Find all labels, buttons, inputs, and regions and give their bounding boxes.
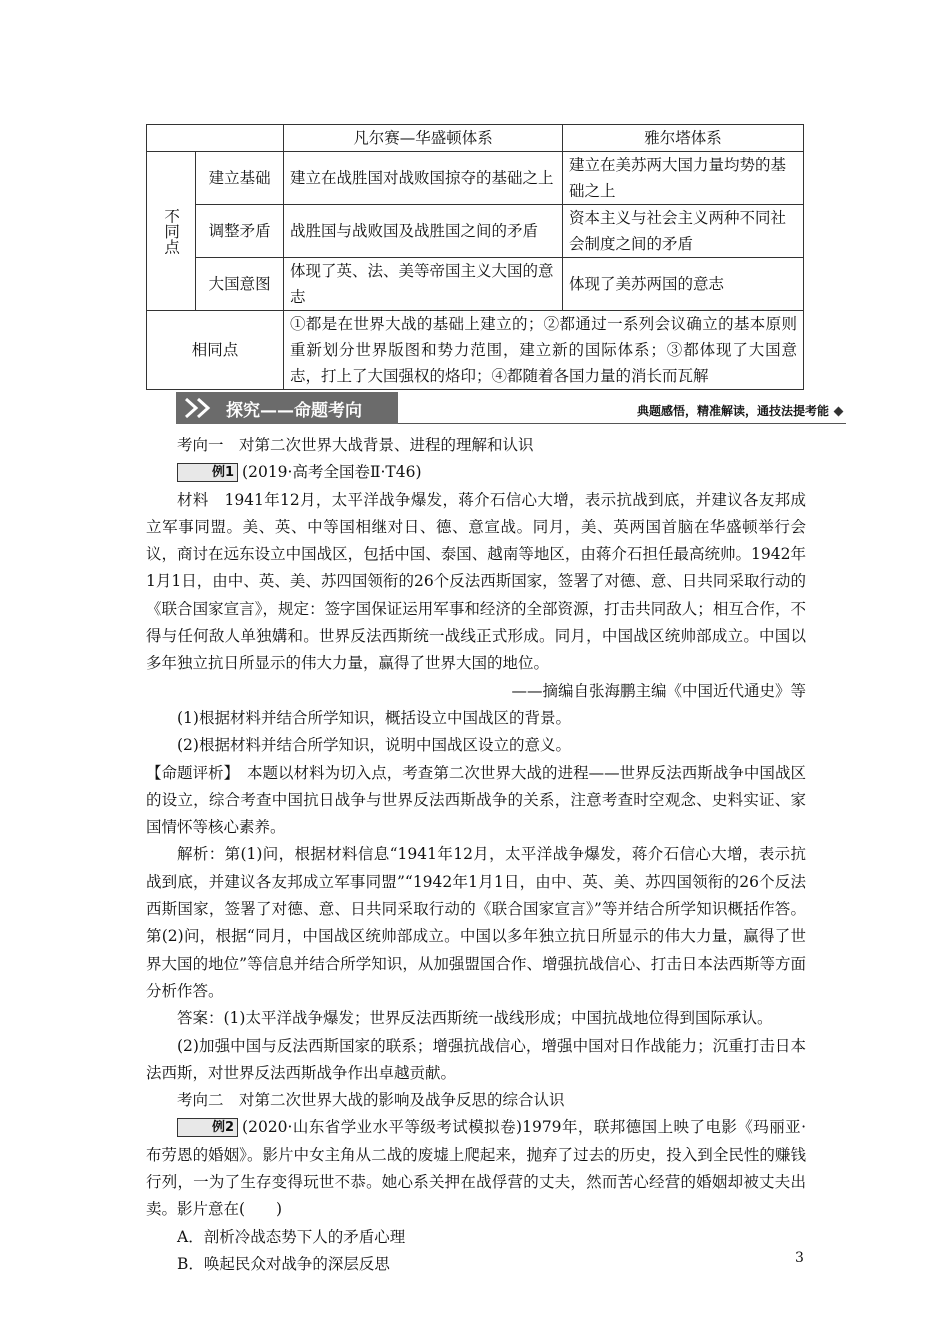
comparison-table <box>146 124 804 390</box>
banner-subtitle-text: 典题感悟，精准解读，通技法提考能 <box>636 404 829 418</box>
direction-two-heading: 考向二 对第二次世界大战的影响及战争反思的综合认识 <box>177 1091 565 1110</box>
option-b: B．唤起民众对战争的深层反思 <box>177 1254 390 1273</box>
banner-title: 探究——命题考向 <box>226 401 362 421</box>
table-corner-cell <box>147 125 284 152</box>
page-number: 3 <box>795 1250 804 1266</box>
header-versailles: 凡尔赛—华盛顿体系 <box>284 125 563 152</box>
analysis-text: 解析：第(1)问，根据材料信息“1941年12月，太平洋战争爆发，蒋介石信心大增，表示抗战到底，并建议各友邦成立军事同盟”“1942年1月1日，由中、英、美、苏四国领衔的26个反法西斯国家，签署了对德、意、日共同采取行动的《联合国家宣言》”等并结合所学知识概括作答。第(2)问，根据“同月，中国战区统帅部成立。中国以多年独立抗日所显示的伟大力量，赢得了世界大国的地位”等信息并结合所学知识，从加强盟国合作、增强抗战信心、打击日本法西斯等方面分析作答。 <box>146 845 806 1000</box>
question-two: (2)根据材料并结合所学知识，说明中国战区设立的意义。 <box>177 736 571 755</box>
table-row <box>147 205 804 258</box>
section-banner <box>176 392 398 424</box>
differences-label: 不同点 <box>147 152 196 311</box>
row-label: 调整矛盾 <box>196 205 284 258</box>
table-row <box>147 258 804 311</box>
similarities-text: ①都是在世界大战的基础上建立的；②都通过一系列会议确立的基本原则重新划分世界版图和势力范围，建立新的国际体系；③都体现了大国意志，打上了大国强权的烙印；④都随着各国力量的消长而瓦解 <box>284 311 804 390</box>
cell-versailles: 建立在战胜国对战败国掠夺的基础之上 <box>284 152 563 205</box>
cell-yalta: 体现了美苏两国的意志 <box>563 258 804 311</box>
table-header-row <box>147 125 804 152</box>
double-chevron-icon <box>184 398 222 418</box>
cell-yalta: 资本主义与社会主义两种不同社会制度之间的矛盾 <box>563 205 804 258</box>
option-a: A．剖析冷战态势下人的矛盾心理 <box>177 1227 406 1246</box>
exam-commentary: 【命题评析】 本题以材料为切入点，考查第二次世界大战的进程——世界反法西斯战争中国战区的设立，综合考查中国抗日战争与世界反法西斯战争的关系，注意考查时空观念、史料实证、家国情怀等核心素养。 <box>146 763 806 837</box>
answer-two: (2)加强中国与反法西斯国家的联系；增强抗战信心，增强中国对日作战能力；沉重打击日本法西斯，对世界反法西斯战争作出卓越贡献。 <box>146 1036 806 1082</box>
cell-yalta: 建立在美苏两大国力量均势的基础之上 <box>563 152 804 205</box>
row-label: 大国意图 <box>196 258 284 311</box>
example-one-source: (2019·高考全国卷Ⅱ·T46) <box>242 463 422 482</box>
header-yalta: 雅尔塔体系 <box>563 125 804 152</box>
answer-one: 答案：(1)太平洋战争爆发；世界反法西斯统一战线形成；中国抗战地位得到国际承认。 <box>177 1009 773 1028</box>
cell-versailles: 体现了英、法、美等帝国主义大国的意志 <box>284 258 563 311</box>
main-content <box>146 432 806 1278</box>
example-one-material: 材料 1941年12月，太平洋战争爆发，蒋介石信心大增，表示抗战到底，并建议各友邦成立军事同盟。美、英、中等国相继对日、德、意宣战。同月，美、英两国首脑在华盛顿举行会议，商讨在远东设立中国战区，包括中国、泰国、越南等地区，由蒋介石担任最高统帅。1942年1月1日，由中、英、美、苏四国领衔的26个反法西斯国家，签署了对德、意、日共同采取行动的《联合国家宣言》，规定：签字国保证运用军事和经济的全部资源，打击共同敌人；相互合作，不得与任何敌人单独媾和。世界反法西斯统一战线正式形成。同月，中国战区统帅部成立。中国以多年独立抗日所显示的伟大力量，赢得了世界大国的地位。 <box>146 490 806 673</box>
banner-divider <box>398 423 846 424</box>
example-tag: 例2 <box>177 1118 238 1137</box>
example-two-stem <box>146 1114 806 1223</box>
question-one: (1)根据材料并结合所学知识，概括设立中国战区的背景。 <box>177 708 571 727</box>
example-one-header <box>146 459 806 486</box>
table-row <box>147 152 804 205</box>
banner-subtitle <box>637 402 842 419</box>
example-two-text: (2020·山东省学业水平等级考试模拟卷)1979年，联邦德国上映了电影《玛丽亚·布劳恩的婚姻》。影片中女主角从二战的废墟上爬起来，抛弃了过去的历史，投入到全民性的赚钱行列，一为了生存变得玩世不恭。她心系关押在战俘营的丈夫，然而苦心经营的婚姻却被丈夫出卖。影片意在( ) <box>146 1118 806 1219</box>
row-label: 建立基础 <box>196 152 284 205</box>
example-tag: 例1 <box>177 463 238 482</box>
table-row <box>147 311 804 390</box>
diamond-icon <box>834 407 844 417</box>
example-one-citation: ——摘编自张海鹏主编《中国近代通史》等 <box>511 681 806 700</box>
similarities-label: 相同点 <box>147 311 284 390</box>
direction-one-heading: 考向一 对第二次世界大战背景、进程的理解和认识 <box>177 436 534 454</box>
cell-versailles: 战胜国与战败国及战胜国之间的矛盾 <box>284 205 563 258</box>
